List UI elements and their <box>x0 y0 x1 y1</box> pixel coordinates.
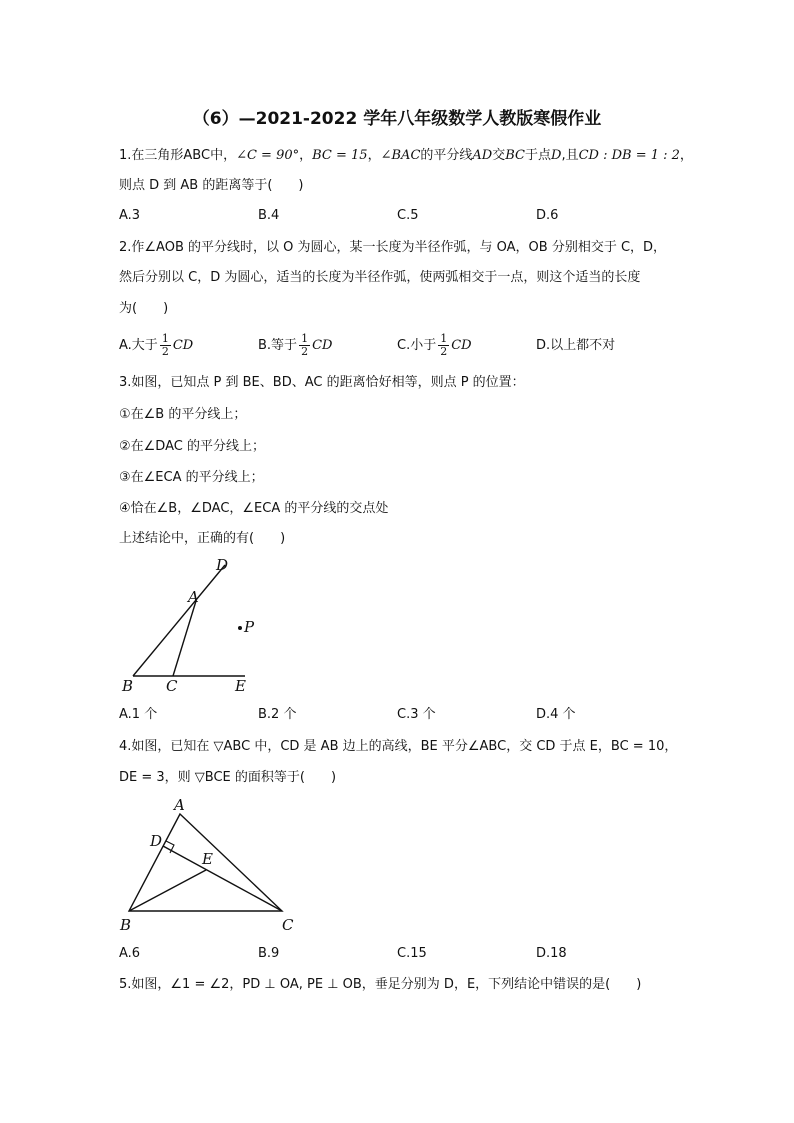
label-b: B <box>120 916 132 934</box>
q2-option-c-prefix: C.小于 <box>397 338 437 353</box>
label-p: P <box>244 618 255 636</box>
q1-text-k: 于点 <box>524 148 551 163</box>
q1-text-o: ， <box>679 148 693 163</box>
q3-statement-2: ②在∠DAC 的平分线上； <box>119 439 265 454</box>
point-p <box>238 626 242 630</box>
q1-option-a: A.3 <box>119 208 141 223</box>
q1-option-b: B.4 <box>258 208 280 223</box>
q4-line2: DE = 3，则 ▽BCE 的面积等于( ) <box>119 770 337 785</box>
label-a: A <box>188 588 199 606</box>
q4-figure <box>110 795 310 940</box>
q2-option-b <box>258 333 332 358</box>
q1-line2: 则点 D 到 AB 的距离等于( ) <box>119 178 304 193</box>
q3-statement-4: ④恰在∠B，∠DAC，∠ECA 的平分线的交点处 <box>119 501 389 516</box>
q5-line1: 5.如图，∠1 = ∠2，PD ⊥ OA, PE ⊥ OB，垂足分别为 D，E，下列结论中错误的是( ) <box>119 977 642 992</box>
q3-option-a: A.1 个 <box>119 707 158 722</box>
label-c: C <box>166 677 178 695</box>
q1-angle-bac: ∠BAC <box>380 148 421 163</box>
q2-option-b-cd: CD <box>312 338 333 353</box>
q1-option-d: D.6 <box>536 208 559 223</box>
q2-option-a-prefix: A.大于 <box>119 338 158 353</box>
fraction-numerator: 1 <box>161 332 169 345</box>
fraction-numerator: 1 <box>440 332 448 345</box>
q1-text-e: ， <box>367 148 381 163</box>
q1-option-c: C.5 <box>397 208 419 223</box>
q2-line3: 为( ) <box>119 301 169 316</box>
q2-option-b-fraction <box>299 333 310 358</box>
q1-bc2: BC <box>505 148 525 163</box>
q2-option-d: D.以上都不对 <box>536 338 616 353</box>
q2-option-c <box>397 333 472 358</box>
label-d: D <box>216 556 229 574</box>
q2-line1: 2.作∠AOB 的平分线时，以 O 为圆心，某一长度为半径作弧，与 OA，OB 分别相交于 C，D， <box>119 240 667 255</box>
fraction-denominator: 2 <box>440 345 448 358</box>
q1-text-m: ,且 <box>561 148 579 163</box>
q2-option-a-cd: CD <box>172 338 194 353</box>
q2-line2: 然后分别以 C，D 为圆心，适当的长度为半径作弧，使两弧相交于一点，则这个适当的长度 <box>119 270 641 285</box>
q1-bc: BC = 15 <box>312 148 368 163</box>
q1-line1 <box>119 147 693 165</box>
q3-question-end: 上述结论中，正确的有( ) <box>119 531 286 546</box>
q3-option-d: D.4 个 <box>536 707 576 722</box>
q4-option-c: C.15 <box>397 946 427 961</box>
q3-line1: 3.如图，已知点 P 到 BE、BD、AC 的距离恰好相等，则点 P 的位置： <box>119 375 525 390</box>
q4-option-a: A.6 <box>119 946 141 961</box>
q1-text-c: ， <box>299 148 313 163</box>
q4-option-d: D.18 <box>536 946 567 961</box>
label-e: E <box>202 850 213 868</box>
q3-figure <box>110 555 270 695</box>
q1-ratio: CD : DB = 1 : 2 <box>578 148 680 163</box>
label-b: B <box>122 677 134 695</box>
q2-option-a-fraction <box>160 333 171 358</box>
q4-line1: 4.如图，已知在 ▽ABC 中，CD 是 AB 边上的高线，BE 平分∠ABC，交 CD 于点 E，BC = 10， <box>119 739 678 754</box>
q3-option-b: B.2 个 <box>258 707 297 722</box>
label-e: E <box>235 677 246 695</box>
line-ca <box>173 601 196 676</box>
line-bd <box>133 565 225 676</box>
q2-option-c-fraction <box>438 333 449 358</box>
q2-option-c-cd: CD <box>451 338 472 353</box>
label-c: C <box>282 916 294 934</box>
label-a: A <box>174 796 185 814</box>
page-title: （6）—2021-2022 学年八年级数学人教版寒假作业 <box>192 109 602 129</box>
q1-text-a: 1.在三角形ABC中， <box>119 148 237 163</box>
fraction-denominator: 2 <box>301 345 309 358</box>
q4-option-b: B.9 <box>258 946 280 961</box>
q1-ad: AD <box>472 148 493 163</box>
label-d: D <box>150 832 163 850</box>
q1-text-i: 交 <box>492 148 506 163</box>
q1-text-g: 的平分线 <box>420 148 473 163</box>
q3-statement-1: ①在∠B 的平分线上； <box>119 407 247 422</box>
q1-angle-c: ∠C = 90° <box>236 148 300 163</box>
q2-option-b-prefix: B.等于 <box>258 338 298 353</box>
q3-statement-3: ③在∠ECA 的平分线上； <box>119 470 264 485</box>
line-cd <box>163 846 282 911</box>
q3-option-c: C.3 个 <box>397 707 436 722</box>
fraction-denominator: 2 <box>161 345 169 358</box>
fraction-numerator: 1 <box>301 332 309 345</box>
q1-d: D <box>551 148 562 163</box>
q2-option-a <box>119 333 193 358</box>
